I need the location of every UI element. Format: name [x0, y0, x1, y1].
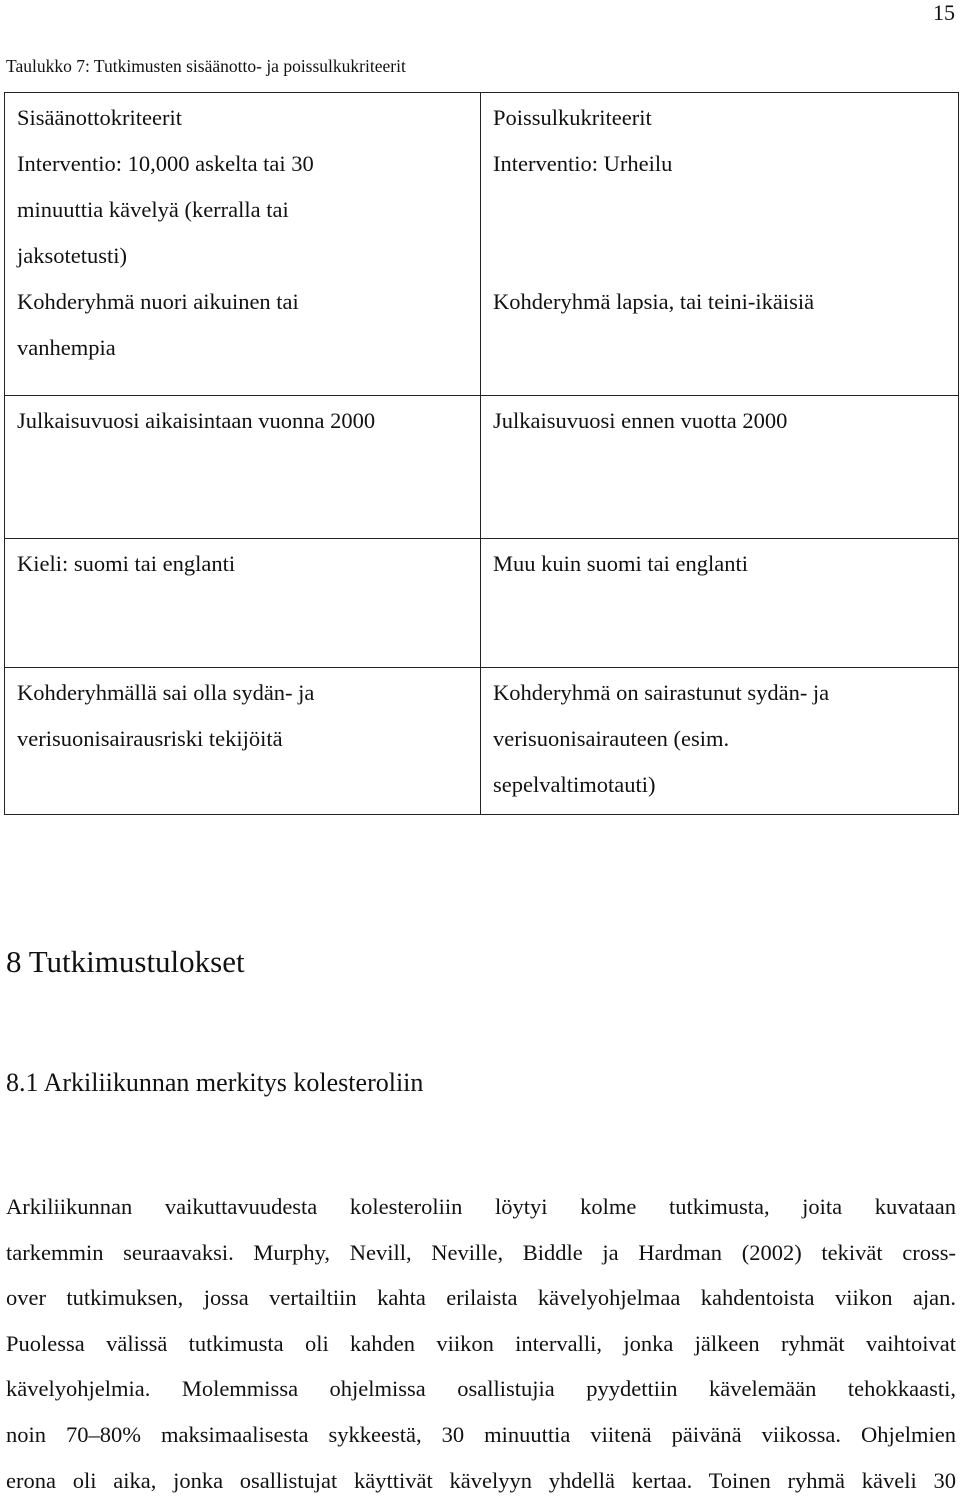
exclusion-cell [481, 93, 959, 396]
table-row [5, 668, 959, 815]
cell-line: Interventio: 10,000 askelta tai 30 [17, 151, 314, 176]
cell-line: Julkaisuvuosi ennen vuotta 2000 [493, 408, 788, 433]
table-row [5, 93, 959, 396]
paragraph-line: kävelyohjelmia. Molemmissa ohjelmissa osallistujia pyydettiin kävelemään tehokkaasti, [6, 1376, 956, 1402]
subsection-heading: 8.1 Arkiliikunnan merkitys kolesteroliin [6, 1068, 424, 1097]
cell-line: Kieli: suomi tai englanti [17, 551, 236, 576]
inclusion-cell [5, 396, 481, 539]
exclusion-cell [481, 539, 959, 668]
exclusion-header: Poissulkukriteerit [493, 105, 652, 130]
exclusion-cell [481, 396, 959, 539]
cell-line: Interventio: Urheilu [493, 151, 673, 176]
paragraph-line: over tutkimuksen, jossa vertailtiin kahta erilaista kävelyohjelmaa kahdentoista viikon ajan. [6, 1285, 956, 1311]
cell-line [493, 187, 946, 233]
cell-line: verisuonisairausriski tekijöitä [17, 726, 283, 751]
cell-line: verisuonisairauteen (esim. [493, 726, 730, 751]
section-heading: 8 Tutkimustulokset [6, 944, 245, 979]
inclusion-cell [5, 93, 481, 396]
paragraph-line: Puolessa välissä tutkimusta oli kahden viikon intervalli, jonka jälkeen ryhmät vaihtoivat [6, 1330, 956, 1356]
table-row [5, 539, 959, 668]
paragraph-line: noin 70–80% maksimaalisesta sykkeestä, 30 minuuttia viitenä päivänä viikossa. Ohjelmien [6, 1421, 956, 1447]
cell-line: Julkaisuvuosi aikaisintaan vuonna 2000 [17, 408, 376, 433]
criteria-table [4, 92, 959, 815]
table-caption: Taulukko 7: Tutkimusten sisäänotto- ja poissulkukriteerit [6, 56, 406, 76]
cell-line: jaksotetusti) [17, 243, 127, 268]
paragraph-line: tarkemmin seuraavaksi. Murphy, Nevill, Neville, Biddle ja Hardman (2002) tekivät cross- [6, 1239, 956, 1265]
inclusion-cell [5, 539, 481, 668]
inclusion-header: Sisäänottokriteerit [17, 105, 182, 130]
table-row [5, 396, 959, 539]
cell-line [493, 233, 946, 279]
exclusion-cell [481, 668, 959, 815]
cell-line: Kohderyhmällä sai olla sydän- ja [17, 680, 315, 705]
paragraph-line: Arkiliikunnan vaikuttavuudesta kolesteroliin löytyi kolme tutkimusta, joita kuvataan [6, 1194, 956, 1219]
cell-line: Kohderyhmä on sairastunut sydän- ja [493, 680, 830, 705]
cell-line: Kohderyhmä lapsia, tai teini-ikäisiä [493, 289, 815, 314]
body-paragraph [6, 1184, 956, 1503]
cell-line: sepelvaltimotauti) [493, 772, 656, 797]
paragraph-line: erona oli aika, jonka osallistujat käyttivät kävelyyn yhdellä kertaa. Toinen ryhmä käveli 30 [6, 1467, 956, 1493]
cell-line: minuuttia kävelyä (kerralla tai [17, 197, 289, 222]
cell-line: Muu kuin suomi tai englanti [493, 551, 748, 576]
cell-line: vanhempia [17, 335, 116, 360]
inclusion-cell [5, 668, 481, 815]
cell-line: Kohderyhmä nuori aikuinen tai [17, 289, 299, 314]
page-number: 15 [933, 0, 955, 25]
